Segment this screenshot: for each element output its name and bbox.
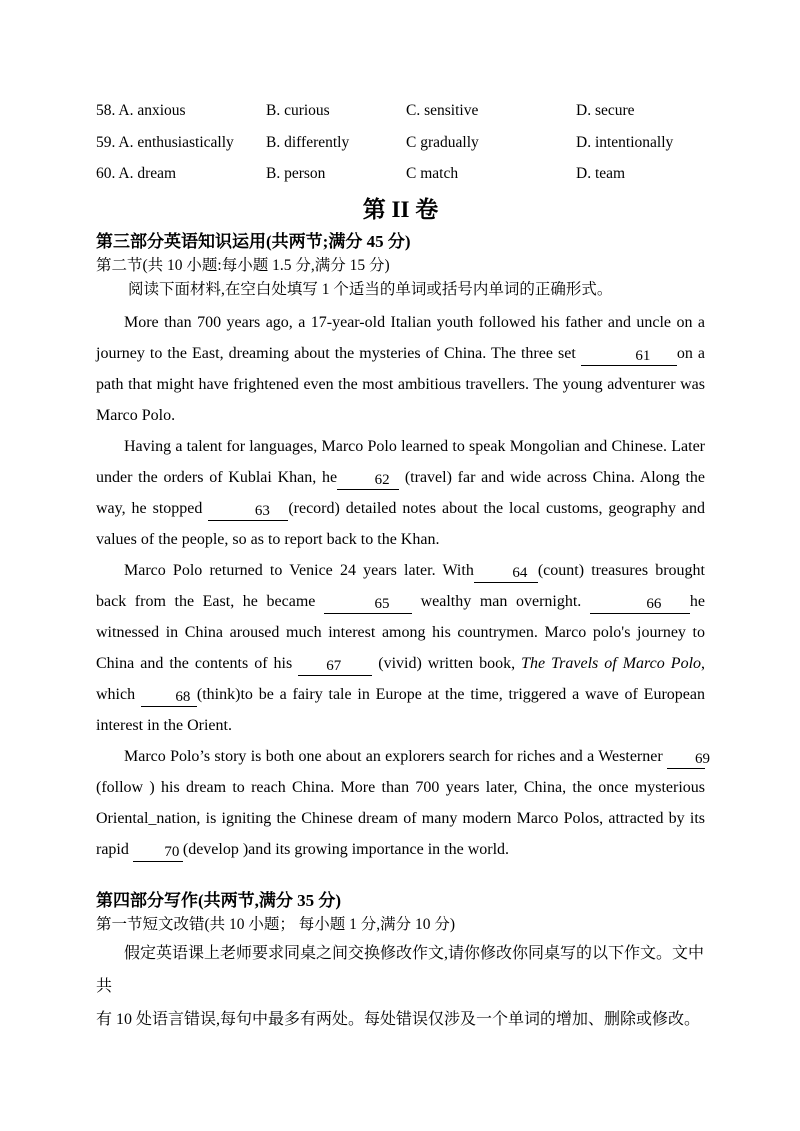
passage-paragraph-1	[96, 307, 705, 431]
blank-69: 69	[667, 750, 705, 769]
section4-instruction-line-1: 假定英语课上老师要求同桌之间交换修改作文,请你修改你同桌写的以下作文。文中	[124, 944, 705, 962]
option-59-d: D. intentionally	[576, 133, 674, 151]
p3-text-2: (count) treasures brought back from the East, he became	[96, 561, 706, 610]
p3-text-5: (vivid) written book,	[372, 654, 522, 672]
option-row-59	[96, 127, 705, 159]
option-59-a: 59. A. enthusiastically	[96, 133, 234, 151]
option-60-d: D. team	[576, 165, 626, 182]
p2-text-3: (record) detailed notes about the local customs, geography and values of the people, so as to report back to the Khan.	[96, 499, 705, 548]
option-58-c: C. sensitive	[406, 102, 479, 119]
blank-62: 62	[337, 471, 399, 490]
section3-instruction: 阅读下面材料,在空白处填写 1 个适当的单词或括号内单词的正确形式。	[128, 280, 613, 298]
section4-subheading: 第一节短文改错(共 10 小题； 每小题 1 分,满分 10 分)	[96, 915, 456, 933]
options-block	[96, 95, 705, 190]
blank-65: 65	[324, 595, 412, 614]
passage-paragraph-3	[96, 555, 705, 741]
book-title-italic: The Travels of Marco Polo	[521, 654, 702, 672]
passage-paragraph-2	[96, 431, 705, 555]
blank-70: 70	[133, 843, 183, 862]
p1-text-2: on a path that might have frightened even the most ambitious travellers. The young adventurer was Marco Polo.	[96, 344, 705, 424]
option-59-c: C gradually	[406, 133, 479, 151]
option-60-b: B. person	[266, 165, 326, 182]
option-60-a: 60. A. dream	[96, 165, 177, 182]
blank-61: 61	[581, 347, 677, 366]
p3-text-6: , which	[96, 654, 706, 703]
p1-text-1: More than 700 years ago, a 17-year-old Italian youth followed his father and uncle on a journey to the East, dreaming about the mysteries of China. The three set	[96, 313, 705, 362]
p3-text-1: Marco Polo returned to Venice 24 years later. With	[124, 561, 474, 579]
passage-paragraph-4	[96, 741, 710, 865]
p3-text-7: (think)to be a fairy tale in Europe at the time, triggered a wave of European interest in the Orient.	[96, 685, 705, 734]
option-58-b: B. curious	[266, 102, 330, 119]
option-60-c: C match	[406, 165, 459, 182]
option-59-b: B. differently	[266, 133, 350, 151]
p3-text-4: he witnessed in China aroused much interest among his countrymen. Marco polo's journey to China and the contents of his	[96, 592, 705, 672]
section4-instruction-line-3: 有 10 处语言错误,每句中最多有两处。每处错误仅涉及一个单词的增加、删除或修改。	[96, 1010, 701, 1028]
p2-text-1: Having a talent for languages, Marco Polo learned to speak Mongolian and Chinese. Later under the orders of Kublai Khan, he	[96, 437, 705, 486]
p4-text-3: (develop )and its growing importance in the world.	[182, 840, 510, 858]
section3-heading: 第三部分英语知识运用(共两节;满分 45 分)	[96, 231, 411, 251]
option-row-58	[96, 95, 705, 127]
blank-63: 63	[208, 502, 288, 521]
volume-title: 第 II 卷	[362, 196, 439, 222]
p4-text-2: (follow ) his dream to reach China. More than 700 years later, China, the once mysterious Oriental_nation, is igniting the Chinese dream of many modern Marco Polos, attracted by its rapid	[96, 778, 705, 858]
option-58-d: D. secure	[576, 102, 635, 119]
p4-text-1: Marco Polo’s story is both one about an explorers search for riches and a Westerner	[124, 747, 667, 765]
blank-67: 67	[298, 657, 372, 676]
blank-64: 64	[474, 564, 538, 583]
section4-heading: 第四部分写作(共两节,满分 35 分)	[96, 890, 342, 910]
p2-text-2: (travel) far and wide across China. Along the way, he stopped	[96, 468, 705, 517]
blank-66: 66	[590, 595, 690, 614]
section4-instruction-line-2: 共	[96, 977, 113, 995]
p3-text-3: wealthy man overnight.	[411, 592, 590, 610]
option-row-60	[96, 158, 705, 190]
section3-subheading: 第二节(共 10 小题:每小题 1.5 分,满分 15 分)	[96, 256, 390, 274]
blank-68: 68	[141, 688, 197, 707]
option-58-a: 58. A. anxious	[96, 102, 186, 119]
section4-block	[96, 889, 705, 1036]
cloze-passage	[96, 307, 710, 865]
